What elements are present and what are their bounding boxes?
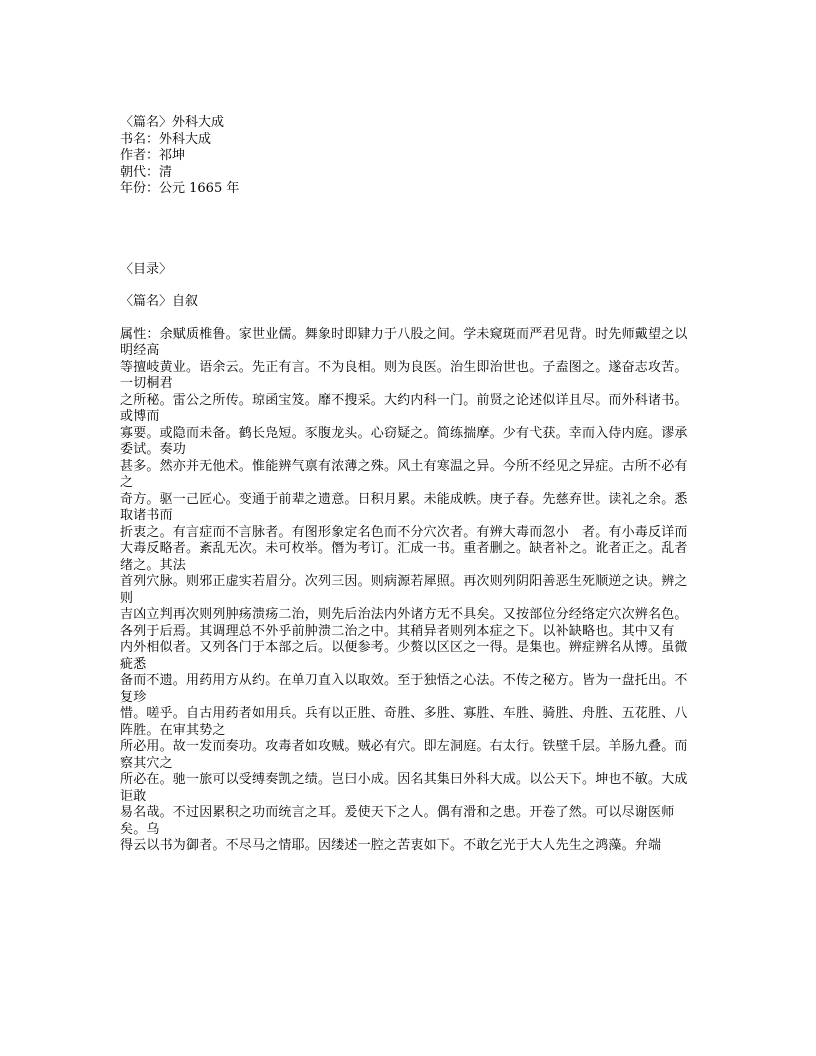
- chapter-title-line: 〈篇名〉外科大成: [120, 115, 225, 130]
- author-line: 作者：祁坤: [120, 148, 186, 163]
- body-line: 大毒反略者。紊乱无次。未可枚举。僭为考订。汇成一书。重者删之。缺者补之。讹者正之。乱者绪之。其法: [120, 541, 688, 573]
- body-line: 得云以书为御者。不尽马之情耶。因缕述一腔之苦衷如下。不敢乞光于大人先生之鸿藻。弁端: [120, 838, 662, 853]
- body-line: 首列穴脉。则邪正虚实若眉分。次列三因。则病源若犀照。再次则列阴阳善恶生死顺逆之诀。辨之则: [120, 574, 688, 606]
- book-name-line: 书名：外科大成: [120, 131, 212, 147]
- chapter-heading: 〈篇名〉自叙: [120, 294, 199, 309]
- body-line: 寡要。或隐而未备。鹤长凫短。豕腹龙头。心窃疑之。简练揣摩。少有弋获。幸而入侍内庭。谬承委试。奏功: [120, 425, 688, 457]
- body-line: 吉凶立判再次则列肿疡溃疡二治，则先后治法内外诸方无不具矣。又按部位分经络定穴次辨名色。各列于后焉。其调理总不外乎前肿溃二治之中。其稍异者则列本症之下。以补缺略也。其中又有: [120, 607, 688, 639]
- metadata-block: [120, 115, 696, 198]
- body-line: 等擅岐黄业。语余云。先正有言。不为良相。则为良医。治生即治世也。子盍图之。遂奋志攻苦。一切桐君: [120, 359, 688, 391]
- body-line: 所必用。故一发而奏功。攻毒者如攻贼。贼必有穴。即左洞庭。右太行。铁壁千层。羊肠九叠。而察其穴之: [120, 739, 688, 771]
- body-line: 所必在。驰一旅可以受缚奏凯之绩。岂曰小成。因名其集曰外科大成。以公天下。坤也不敏。大成讵敢: [120, 772, 688, 804]
- document-page: [120, 115, 696, 855]
- dynasty-line: 朝代：清: [120, 164, 173, 180]
- body-line: 备而不遗。用药用方从约。在单刀直入以取效。至于独悟之心法。不传之秘方。皆为一盘托出。不复珍: [120, 673, 688, 705]
- body-line: 奇方。驱一己匠心。变通于前辈之遗意。日积月累。未能成帙。庚子春。先慈弃世。读礼之余。悉取诸书而: [120, 491, 688, 523]
- body-line: 易名哉。不过因累积之功而统言之耳。爰使天下之人。偶有滑和之患。开卷了然。可以尽谢医师矣。乌: [120, 805, 675, 837]
- body-line: 甚多。然亦并无他术。惟能辨气禀有浓薄之殊。风土有寒温之异。今所不经见之异症。古所不必有之: [120, 458, 688, 490]
- year-line: 年份：公元 1665 年: [120, 181, 240, 196]
- body-line: 内外相似者。又列各门于本部之后。以便参考。少赘以区区之一得。是集也。辨症辨名从博。虽微疵悉: [120, 640, 688, 672]
- preface-body: [120, 327, 696, 855]
- body-line: 惜。嗟乎。自古用药者如用兵。兵有以正胜、奇胜、多胜、寡胜、车胜、骑胜、舟胜、五花胜、八阵胜。在审其势之: [120, 706, 688, 738]
- table-of-contents-label: 〈目录〉: [120, 261, 173, 277]
- body-line: 属性：余赋质椎鲁。家世业儒。舞象时即肄力于八股之间。学未窥斑而严君见背。时先师戴望之以明经高: [120, 326, 688, 358]
- body-line: 折衷之。有言症而不言脉者。有图形象定名色而不分穴次者。有辨大毒而忽小 者。有小毒反详而: [120, 524, 688, 540]
- body-line: 之所秘。雷公之所传。琼函宝笈。靡不搜采。大约内科一门。前贤之论述似详且尽。而外科诸书。或博而: [120, 392, 688, 424]
